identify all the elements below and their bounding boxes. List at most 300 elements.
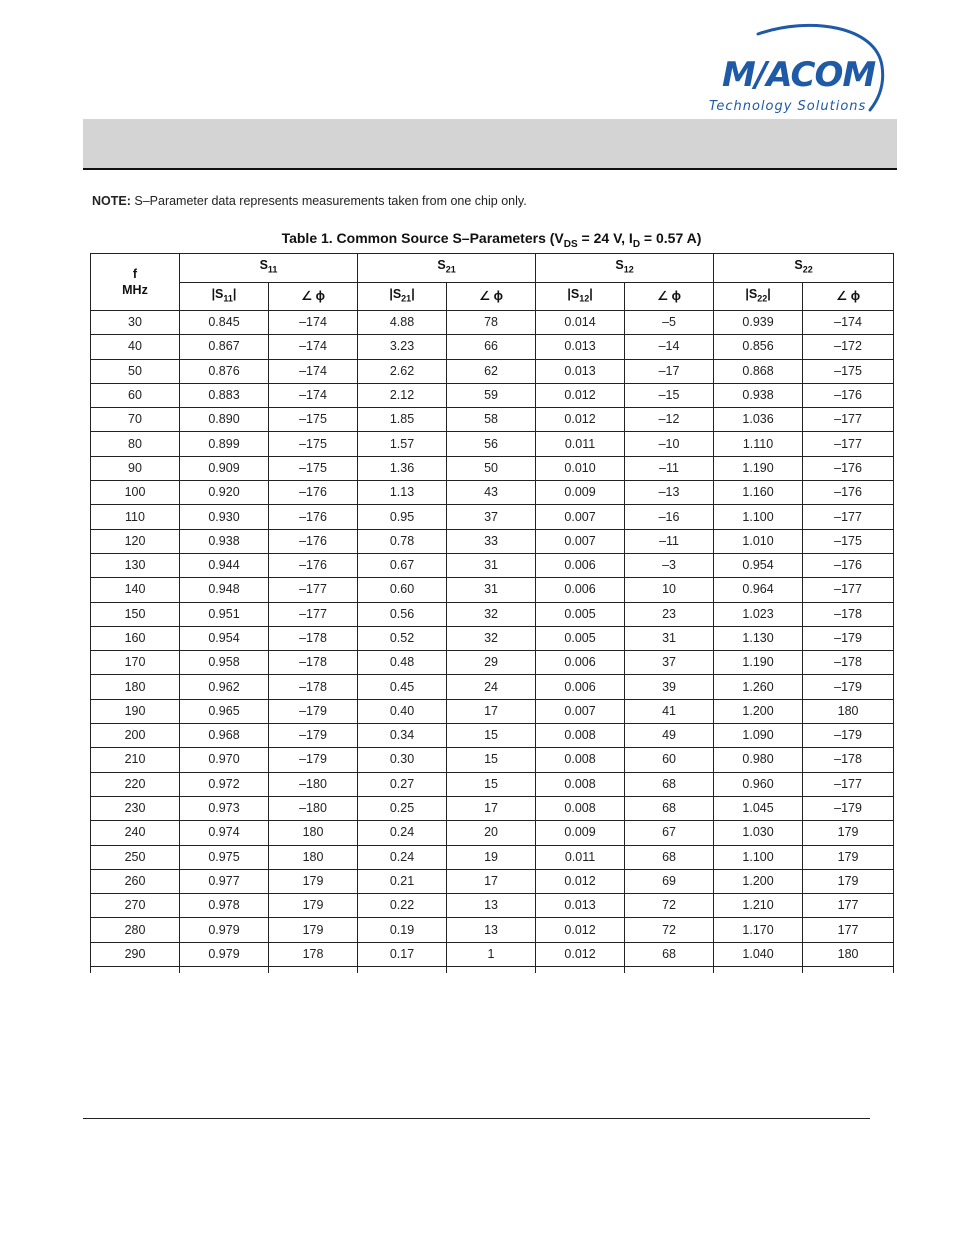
table-row — [91, 335, 894, 359]
cell-s22-mag: 1.090 — [714, 724, 803, 748]
cell-s22-angle: 179 — [803, 869, 894, 893]
cell-s22-mag: 1.045 — [714, 796, 803, 820]
cell-s12-angle: –11 — [625, 456, 714, 480]
cell-freq: 50 — [91, 359, 180, 383]
cell-s22-mag: 1.130 — [714, 626, 803, 650]
cell-s12-mag: 0.012 — [536, 869, 625, 893]
cell-s22-angle: 180 — [803, 699, 894, 723]
cell-s12-mag: 0.014 — [536, 311, 625, 335]
cell-s21-angle: 17 — [447, 699, 536, 723]
cell-s22-mag: 1.260 — [714, 675, 803, 699]
cell-s22-angle: –172 — [803, 335, 894, 359]
cell-s21-mag: 1.13 — [358, 481, 447, 505]
cell-s22-mag: 1.160 — [714, 481, 803, 505]
angle-header-s21: ∠ ϕ — [447, 282, 536, 311]
table-row — [91, 699, 894, 723]
cell-s11-angle: –176 — [269, 553, 358, 577]
cell-s12-mag: 0.008 — [536, 772, 625, 796]
cell-freq: 270 — [91, 894, 180, 918]
cell-s21-mag: 4.88 — [358, 311, 447, 335]
cell-s12-angle: 68 — [625, 772, 714, 796]
table-title: Table 1. Common Source S–Parameters ($V_{DS} = 24$ V, $I_D = 0.57$ A) — [281, 230, 702, 250]
cell-s22-mag: 1.190 — [714, 651, 803, 675]
cell-s12-angle: 10 — [625, 578, 714, 602]
cell-s21-mag: 1.36 — [358, 456, 447, 480]
cell-s12-angle: 49 — [625, 724, 714, 748]
cell-s12-angle: 69 — [625, 869, 714, 893]
cell-s12-mag: 0.013 — [536, 335, 625, 359]
cell-s12-angle: –15 — [625, 383, 714, 407]
cell-s21-angle: 20 — [447, 821, 536, 845]
table-row — [91, 626, 894, 650]
cell-s22-angle: –179 — [803, 626, 894, 650]
cell-s22-angle: –179 — [803, 675, 894, 699]
cell-s12-angle: 39 — [625, 675, 714, 699]
cell-s22-mag: 1.170 — [714, 918, 803, 942]
cell-s12-mag: 0.005 — [536, 602, 625, 626]
cell-s12-angle: –3 — [625, 553, 714, 577]
cell-freq: 240 — [91, 821, 180, 845]
cell-s21-angle: 13 — [447, 918, 536, 942]
cell-s11-mag: 0.948 — [180, 578, 269, 602]
cell-s11-mag: 0.970 — [180, 748, 269, 772]
cell-s11-angle: –176 — [269, 505, 358, 529]
cell-s22-mag: 0.938 — [714, 383, 803, 407]
cell-s11-angle: –178 — [269, 651, 358, 675]
cell-s11-mag: 0.962 — [180, 675, 269, 699]
table-row — [91, 675, 894, 699]
cell-s22-mag: 0.868 — [714, 359, 803, 383]
cell-s21-angle: 31 — [447, 553, 536, 577]
table-row — [91, 578, 894, 602]
cell-s12-angle: –13 — [625, 481, 714, 505]
cell-s21-angle: 33 — [447, 529, 536, 553]
cell-s11-angle: –178 — [269, 626, 358, 650]
cell-s12-angle: –5 — [625, 311, 714, 335]
cell-freq: 190 — [91, 699, 180, 723]
cell-s11-mag: 0.979 — [180, 918, 269, 942]
continuation-tick — [268, 967, 269, 973]
note-label: NOTE: — [92, 194, 131, 208]
cell-s11-angle: 179 — [269, 918, 358, 942]
cell-s11-angle: –175 — [269, 408, 358, 432]
table-row — [91, 772, 894, 796]
continuation-tick — [446, 967, 447, 973]
cell-freq: 150 — [91, 602, 180, 626]
cell-s11-angle: –174 — [269, 335, 358, 359]
cell-s22-angle: –177 — [803, 772, 894, 796]
table-row — [91, 894, 894, 918]
cell-s22-angle: –179 — [803, 724, 894, 748]
cell-s12-mag: 0.008 — [536, 724, 625, 748]
table-row — [91, 796, 894, 820]
cell-s21-angle: 58 — [447, 408, 536, 432]
cell-s11-mag: 0.978 — [180, 894, 269, 918]
cell-freq: 180 — [91, 675, 180, 699]
table-row — [91, 724, 894, 748]
cell-s12-angle: –10 — [625, 432, 714, 456]
cell-s11-mag: 0.867 — [180, 335, 269, 359]
cell-freq: 170 — [91, 651, 180, 675]
cell-s12-angle: 37 — [625, 651, 714, 675]
logo-tagline: Technology Solutions — [709, 99, 867, 114]
cell-s11-mag: 0.930 — [180, 505, 269, 529]
table-row — [91, 918, 894, 942]
cell-s21-mag: 0.45 — [358, 675, 447, 699]
cell-s21-mag: 0.56 — [358, 602, 447, 626]
cell-s11-angle: –179 — [269, 724, 358, 748]
cell-s22-mag: 1.030 — [714, 821, 803, 845]
cell-s22-angle: –178 — [803, 748, 894, 772]
group-header-s21: $S_{21}$ — [358, 254, 536, 283]
table-continuation-ticks — [90, 967, 893, 973]
cell-s21-angle: 37 — [447, 505, 536, 529]
cell-s21-angle: 50 — [447, 456, 536, 480]
cell-s22-angle: –176 — [803, 383, 894, 407]
table-body — [91, 311, 894, 967]
continuation-tick — [90, 967, 91, 973]
table-row — [91, 408, 894, 432]
cell-s21-mag: 0.17 — [358, 942, 447, 966]
note-line — [92, 194, 527, 208]
table-row — [91, 748, 894, 772]
cell-s11-mag: 0.965 — [180, 699, 269, 723]
cell-s11-angle: 179 — [269, 869, 358, 893]
cell-s11-mag: 0.954 — [180, 626, 269, 650]
cell-s12-mag: 0.007 — [536, 529, 625, 553]
cell-s11-angle: –179 — [269, 699, 358, 723]
cell-s12-mag: 0.007 — [536, 505, 625, 529]
cell-freq: 230 — [91, 796, 180, 820]
cell-s12-mag: 0.013 — [536, 894, 625, 918]
cell-s11-mag: 0.845 — [180, 311, 269, 335]
cell-s21-mag: 2.12 — [358, 383, 447, 407]
cell-s12-mag: 0.010 — [536, 456, 625, 480]
cell-s11-mag: 0.951 — [180, 602, 269, 626]
cell-s21-angle: 13 — [447, 894, 536, 918]
cell-freq: 80 — [91, 432, 180, 456]
table-row — [91, 869, 894, 893]
continuation-tick — [713, 967, 714, 973]
cell-s21-angle: 31 — [447, 578, 536, 602]
cell-freq: 110 — [91, 505, 180, 529]
cell-s11-angle: –174 — [269, 359, 358, 383]
angle-header-s22: ∠ ϕ — [803, 282, 894, 311]
cell-s22-angle: –179 — [803, 796, 894, 820]
cell-s22-angle: –177 — [803, 505, 894, 529]
cell-s11-mag: 0.890 — [180, 408, 269, 432]
group-header-s11: $S_{11}$ — [180, 254, 358, 283]
cell-s22-angle: –177 — [803, 408, 894, 432]
cell-s22-angle: –176 — [803, 456, 894, 480]
cell-s21-mag: 0.25 — [358, 796, 447, 820]
cell-s11-mag: 0.968 — [180, 724, 269, 748]
mag-header-s12: $|S_{12}|$ — [536, 282, 625, 311]
cell-s12-angle: 23 — [625, 602, 714, 626]
cell-s21-angle: 17 — [447, 796, 536, 820]
cell-s11-mag: 0.979 — [180, 942, 269, 966]
cell-freq: 90 — [91, 456, 180, 480]
cell-s12-angle: 72 — [625, 918, 714, 942]
cell-freq: 260 — [91, 869, 180, 893]
cell-s12-mag: 0.013 — [536, 359, 625, 383]
mag-header-s11: $|S_{11}|$ — [180, 282, 269, 311]
cell-s21-angle: 56 — [447, 432, 536, 456]
table-row — [91, 432, 894, 456]
table-row — [91, 505, 894, 529]
cell-freq: 60 — [91, 383, 180, 407]
cell-s21-angle: 24 — [447, 675, 536, 699]
freq-header: f MHz — [91, 254, 180, 311]
cell-s11-mag: 0.972 — [180, 772, 269, 796]
cell-s21-mag: 0.19 — [358, 918, 447, 942]
cell-s22-angle: –176 — [803, 553, 894, 577]
cell-s11-angle: –180 — [269, 772, 358, 796]
cell-s21-angle: 17 — [447, 869, 536, 893]
cell-s11-mag: 0.883 — [180, 383, 269, 407]
cell-s12-angle: 41 — [625, 699, 714, 723]
cell-s22-angle: –174 — [803, 311, 894, 335]
cell-s11-mag: 0.938 — [180, 529, 269, 553]
cell-s11-angle: –179 — [269, 748, 358, 772]
cell-s22-angle: –175 — [803, 529, 894, 553]
group-header-row — [91, 254, 894, 283]
cell-s11-angle: –177 — [269, 602, 358, 626]
cell-s12-mag: 0.011 — [536, 432, 625, 456]
table-row — [91, 383, 894, 407]
cell-s22-angle: –178 — [803, 602, 894, 626]
cell-s22-angle: –175 — [803, 359, 894, 383]
macom-logo — [700, 22, 890, 114]
cell-s11-angle: –176 — [269, 481, 358, 505]
table-row — [91, 481, 894, 505]
cell-s11-angle: 178 — [269, 942, 358, 966]
table-row — [91, 529, 894, 553]
table-row — [91, 359, 894, 383]
cell-s21-angle: 29 — [447, 651, 536, 675]
cell-freq: 120 — [91, 529, 180, 553]
cell-freq: 210 — [91, 748, 180, 772]
cell-s11-mag: 0.973 — [180, 796, 269, 820]
cell-s21-mag: 0.22 — [358, 894, 447, 918]
cell-s12-angle: 68 — [625, 942, 714, 966]
cell-s21-angle: 62 — [447, 359, 536, 383]
cell-s21-mag: 0.30 — [358, 748, 447, 772]
cell-s21-angle: 15 — [447, 772, 536, 796]
sub-header-row — [91, 282, 894, 311]
cell-s22-mag: 1.036 — [714, 408, 803, 432]
cell-freq: 100 — [91, 481, 180, 505]
cell-s12-mag: 0.008 — [536, 748, 625, 772]
cell-s22-angle: 177 — [803, 894, 894, 918]
table-row — [91, 602, 894, 626]
cell-s11-angle: 179 — [269, 894, 358, 918]
table-row — [91, 821, 894, 845]
group-header-s22: $S_{22}$ — [714, 254, 894, 283]
continuation-tick — [624, 967, 625, 973]
cell-s12-angle: –17 — [625, 359, 714, 383]
cell-s21-angle: 66 — [447, 335, 536, 359]
angle-header-s12: ∠ ϕ — [625, 282, 714, 311]
cell-freq: 130 — [91, 553, 180, 577]
cell-s22-angle: –177 — [803, 432, 894, 456]
cell-s22-mag: 0.964 — [714, 578, 803, 602]
cell-s21-angle: 15 — [447, 724, 536, 748]
cell-freq: 250 — [91, 845, 180, 869]
cell-s11-mag: 0.899 — [180, 432, 269, 456]
cell-s21-mag: 0.21 — [358, 869, 447, 893]
cell-s21-angle: 43 — [447, 481, 536, 505]
cell-s22-angle: 179 — [803, 845, 894, 869]
cell-s21-mag: 0.95 — [358, 505, 447, 529]
cell-s11-angle: –175 — [269, 456, 358, 480]
cell-s12-mag: 0.012 — [536, 383, 625, 407]
cell-s12-angle: 68 — [625, 796, 714, 820]
cell-s22-angle: –176 — [803, 481, 894, 505]
cell-s22-mag: 1.010 — [714, 529, 803, 553]
cell-s11-angle: –174 — [269, 311, 358, 335]
cell-s22-angle: –178 — [803, 651, 894, 675]
cell-s22-mag: 0.980 — [714, 748, 803, 772]
cell-s12-mag: 0.007 — [536, 699, 625, 723]
cell-s12-mag: 0.012 — [536, 942, 625, 966]
continuation-tick — [535, 967, 536, 973]
cell-s12-mag: 0.006 — [536, 675, 625, 699]
cell-freq: 40 — [91, 335, 180, 359]
cell-s22-mag: 1.200 — [714, 699, 803, 723]
cell-s12-mag: 0.011 — [536, 845, 625, 869]
cell-freq: 140 — [91, 578, 180, 602]
table-row — [91, 311, 894, 335]
cell-s11-mag: 0.944 — [180, 553, 269, 577]
continuation-tick — [802, 967, 803, 973]
cell-s22-mag: 0.954 — [714, 553, 803, 577]
continuation-tick — [893, 967, 894, 973]
cell-s12-angle: –14 — [625, 335, 714, 359]
cell-s12-mag: 0.009 — [536, 821, 625, 845]
cell-s22-mag: 0.960 — [714, 772, 803, 796]
footer-rule — [83, 1118, 870, 1119]
cell-s12-mag: 0.012 — [536, 918, 625, 942]
cell-s12-mag: 0.012 — [536, 408, 625, 432]
cell-s21-angle: 19 — [447, 845, 536, 869]
angle-header-s11: ∠ ϕ — [269, 282, 358, 311]
cell-s12-mag: 0.006 — [536, 553, 625, 577]
cell-s22-mag: 1.210 — [714, 894, 803, 918]
mag-header-s21: $|S_{21}|$ — [358, 282, 447, 311]
cell-s12-angle: 60 — [625, 748, 714, 772]
cell-freq: 290 — [91, 942, 180, 966]
s-parameter-table — [90, 253, 894, 967]
cell-s21-mag: 0.24 — [358, 845, 447, 869]
cell-s12-mag: 0.006 — [536, 578, 625, 602]
cell-s21-mag: 0.78 — [358, 529, 447, 553]
cell-s11-mag: 0.974 — [180, 821, 269, 845]
mag-header-s22: $|S_{22}|$ — [714, 282, 803, 311]
cell-s12-angle: –16 — [625, 505, 714, 529]
cell-s11-angle: 180 — [269, 821, 358, 845]
table-row — [91, 456, 894, 480]
cell-s11-mag: 0.958 — [180, 651, 269, 675]
cell-freq: 30 — [91, 311, 180, 335]
cell-s11-mag: 0.977 — [180, 869, 269, 893]
cell-s12-angle: –12 — [625, 408, 714, 432]
cell-s22-mag: 1.200 — [714, 869, 803, 893]
cell-s12-mag: 0.005 — [536, 626, 625, 650]
cell-s22-mag: 0.939 — [714, 311, 803, 335]
cell-freq: 220 — [91, 772, 180, 796]
cell-s21-angle: 32 — [447, 602, 536, 626]
cell-s11-angle: –177 — [269, 578, 358, 602]
note-text: S–Parameter data represents measurements taken from one chip only. — [130, 194, 527, 208]
cell-s21-mag: 0.24 — [358, 821, 447, 845]
cell-s22-mag: 1.100 — [714, 505, 803, 529]
cell-freq: 200 — [91, 724, 180, 748]
cell-s11-angle: 180 — [269, 845, 358, 869]
table-row — [91, 651, 894, 675]
cell-freq: 160 — [91, 626, 180, 650]
cell-s12-angle: 67 — [625, 821, 714, 845]
continuation-tick — [357, 967, 358, 973]
cell-s22-mag: 1.100 — [714, 845, 803, 869]
cell-s21-angle: 59 — [447, 383, 536, 407]
cell-s21-mag: 2.62 — [358, 359, 447, 383]
cell-s22-mag: 1.040 — [714, 942, 803, 966]
cell-freq: 70 — [91, 408, 180, 432]
cell-s12-angle: 68 — [625, 845, 714, 869]
cell-s11-mag: 0.876 — [180, 359, 269, 383]
cell-s21-angle: 78 — [447, 311, 536, 335]
cell-s12-angle: 72 — [625, 894, 714, 918]
cell-s22-angle: 180 — [803, 942, 894, 966]
cell-s22-mag: 0.856 — [714, 335, 803, 359]
cell-s21-mag: 0.34 — [358, 724, 447, 748]
table-row — [91, 845, 894, 869]
cell-s11-mag: 0.975 — [180, 845, 269, 869]
cell-s11-mag: 0.909 — [180, 456, 269, 480]
cell-s21-angle: 32 — [447, 626, 536, 650]
cell-s21-mag: 3.23 — [358, 335, 447, 359]
cell-s21-mag: 0.48 — [358, 651, 447, 675]
cell-s12-mag: 0.006 — [536, 651, 625, 675]
header-band — [83, 119, 897, 168]
cell-s12-mag: 0.008 — [536, 796, 625, 820]
cell-s11-mag: 0.920 — [180, 481, 269, 505]
cell-s21-angle: 15 — [447, 748, 536, 772]
cell-s22-mag: 1.110 — [714, 432, 803, 456]
logo-wordmark: M/ACOM — [722, 55, 876, 95]
cell-s21-mag: 0.60 — [358, 578, 447, 602]
header-rule — [83, 168, 897, 170]
cell-s12-mag: 0.009 — [536, 481, 625, 505]
cell-s22-mag: 1.190 — [714, 456, 803, 480]
cell-s22-angle: 177 — [803, 918, 894, 942]
cell-s11-angle: –174 — [269, 383, 358, 407]
cell-s11-angle: –180 — [269, 796, 358, 820]
cell-s21-mag: 0.40 — [358, 699, 447, 723]
cell-s11-angle: –175 — [269, 432, 358, 456]
cell-s21-mag: 1.85 — [358, 408, 447, 432]
cell-s21-mag: 0.27 — [358, 772, 447, 796]
table-row — [91, 553, 894, 577]
cell-s12-angle: 31 — [625, 626, 714, 650]
cell-s22-mag: 1.023 — [714, 602, 803, 626]
cell-s11-angle: –178 — [269, 675, 358, 699]
cell-s22-angle: 179 — [803, 821, 894, 845]
cell-s12-angle: –11 — [625, 529, 714, 553]
continuation-tick — [179, 967, 180, 973]
group-header-s12: $S_{12}$ — [536, 254, 714, 283]
